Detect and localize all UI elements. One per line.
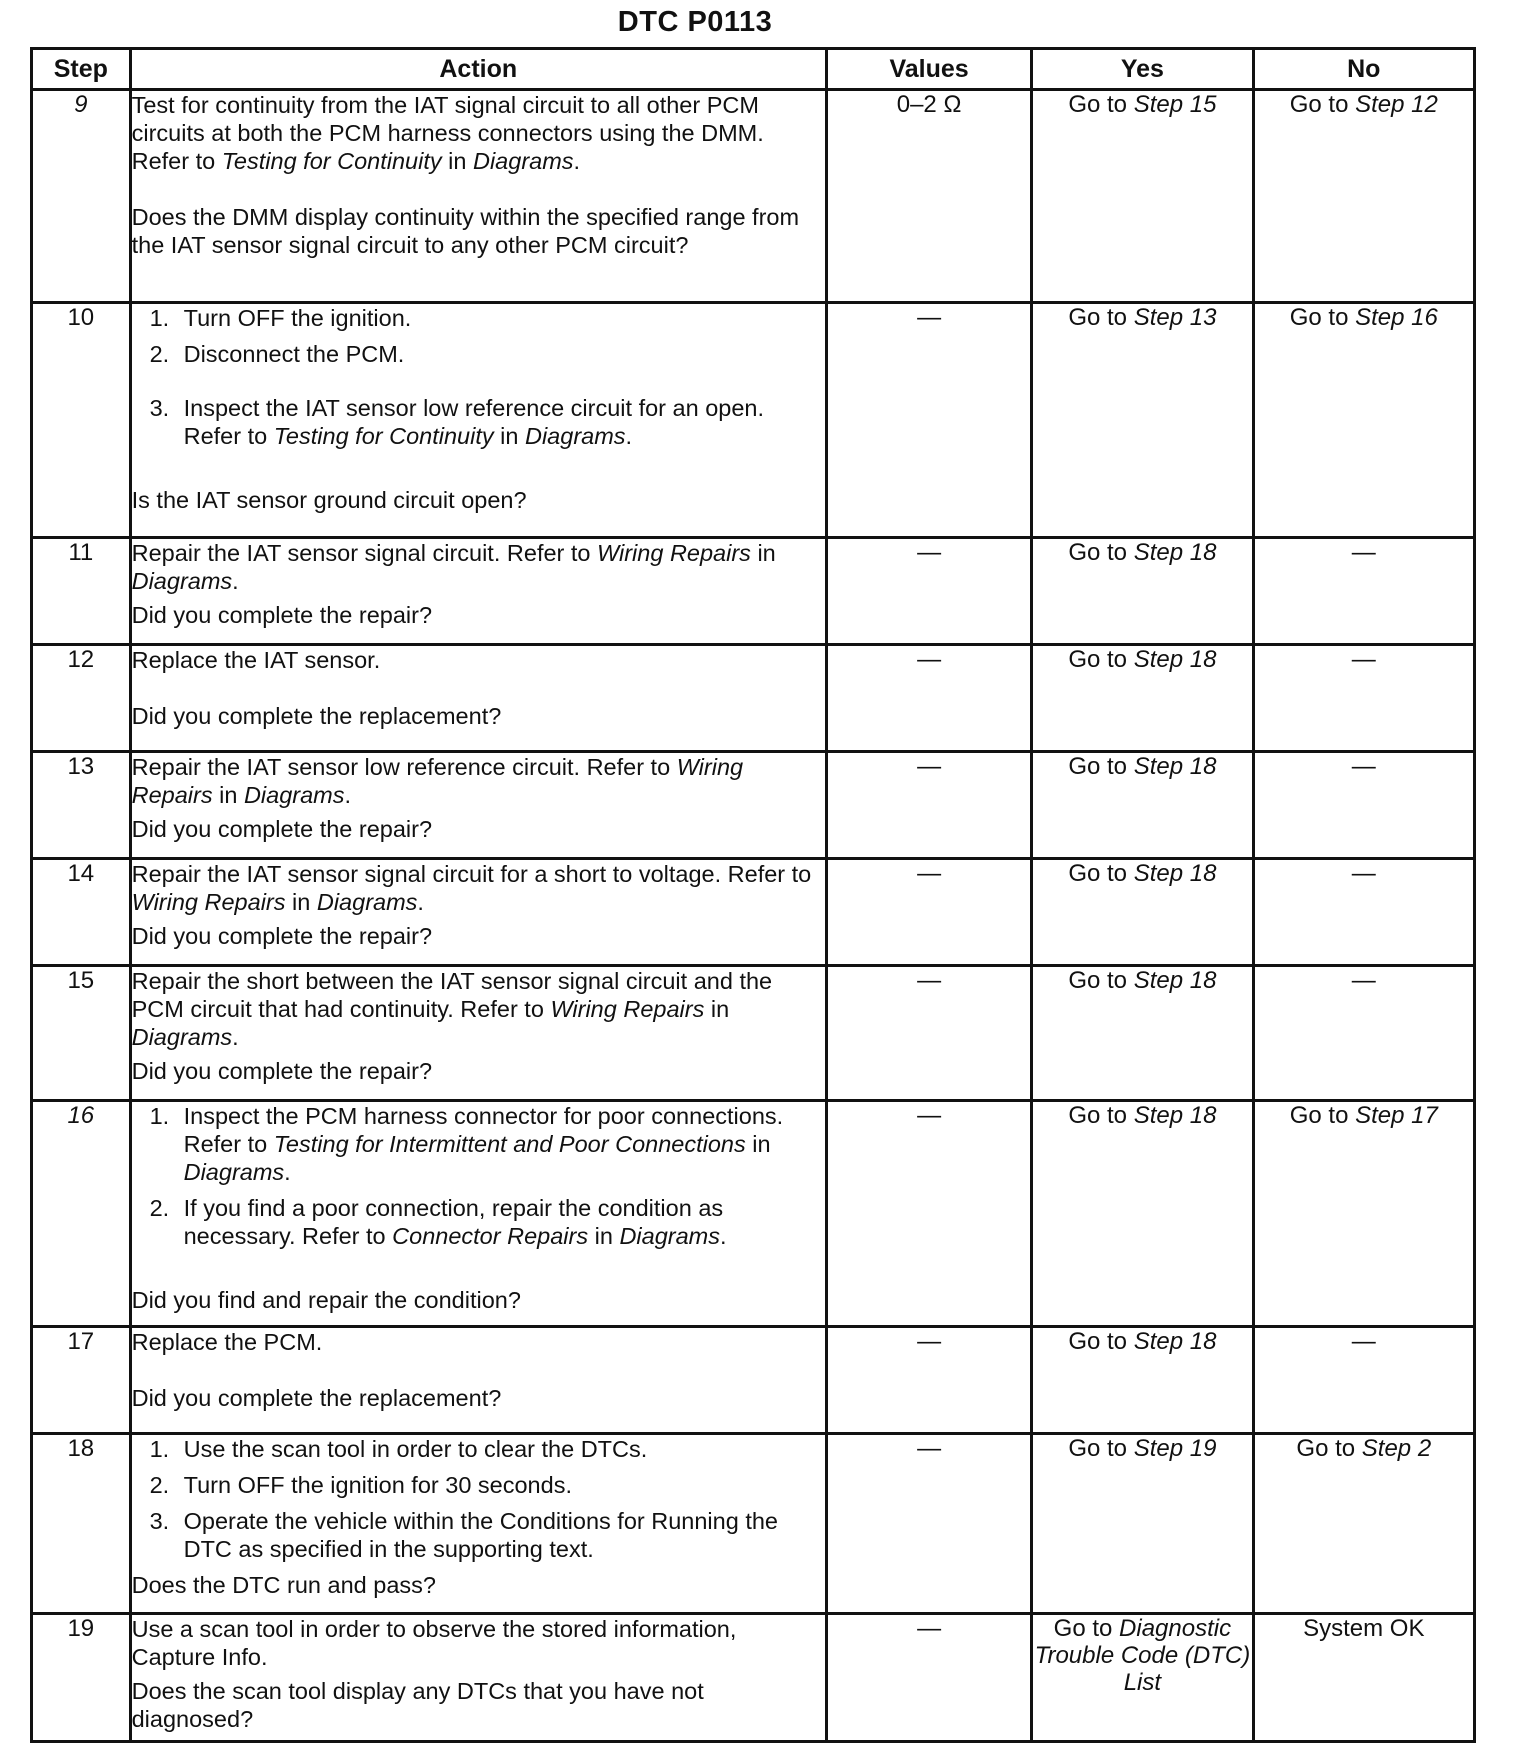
header-row: [32, 49, 1475, 90]
action-cell: [130, 538, 826, 645]
values-cell: —: [826, 966, 1031, 1101]
action-cell: [130, 1327, 826, 1434]
yes-cell: Go to Step 18: [1032, 538, 1253, 645]
action-question: Did you complete the repair?: [131, 602, 433, 628]
step-number: 19: [32, 1614, 131, 1742]
values-cell: —: [826, 1434, 1031, 1614]
action-list: [132, 1102, 825, 1250]
step-number: 17: [32, 1327, 131, 1434]
yes-cell: Go to Step 18: [1032, 645, 1253, 752]
action-cell: [130, 752, 826, 859]
action-question: Did you complete the repair?: [131, 816, 433, 842]
action-question: Is the IAT sensor ground circuit open?: [131, 487, 527, 513]
action-cell: [130, 303, 826, 538]
action-text: Repair the short between the IAT sensor signal circuit and the PCM circuit that had continuity. Refer to Wiring Repairs in Diagrams.: [131, 968, 773, 1050]
table-row: [32, 966, 1475, 1101]
page-title: DTC P0113: [617, 6, 773, 38]
header-action: Action: [130, 49, 826, 90]
table-row: [32, 752, 1475, 859]
yes-cell: Go to Step 18: [1032, 859, 1253, 966]
list-item: 2. Disconnect the PCM.: [149, 341, 405, 367]
action-question: Did you find and repair the condition?: [131, 1287, 521, 1313]
header-step: Step: [32, 49, 131, 90]
action-cell: [130, 1614, 826, 1742]
step-number: 11: [32, 538, 131, 645]
action-cell: [130, 645, 826, 752]
action-text: Repair the IAT sensor signal circuit for a short to voltage. Refer to Wiring Repairs in Diagrams.: [131, 861, 812, 915]
action-text: Replace the PCM.: [131, 1329, 323, 1355]
action-cell: [130, 966, 826, 1101]
values-cell: —: [826, 859, 1031, 966]
action-cell: [130, 1434, 826, 1614]
step-number: 13: [32, 752, 131, 859]
yes-cell: Go to Step 13: [1032, 303, 1253, 538]
list-item: 3. Inspect the IAT sensor low reference circuit for an open. Refer to Testing for Continuity in Diagrams.: [149, 395, 765, 449]
yes-cell: Go to Step 18: [1032, 752, 1253, 859]
header-yes: Yes: [1032, 49, 1253, 90]
action-question: Does the DTC run and pass?: [131, 1572, 436, 1598]
action-list: [132, 304, 825, 450]
action-question: Does the scan tool display any DTCs that you have not diagnosed?: [131, 1678, 704, 1732]
action-text: Repair the IAT sensor low reference circuit. Refer to Wiring Repairs in Diagrams.: [131, 754, 744, 808]
no-cell: Go to Step 16: [1253, 303, 1474, 538]
values-cell: —: [826, 1101, 1031, 1327]
no-cell: —: [1253, 1327, 1474, 1434]
values-cell: —: [826, 1614, 1031, 1742]
no-cell: System OK: [1253, 1614, 1474, 1742]
action-question: Did you complete the replacement?: [131, 1385, 502, 1411]
step-number: 12: [32, 645, 131, 752]
values-cell: —: [826, 1327, 1031, 1434]
values-cell: —: [826, 752, 1031, 859]
table-row: [32, 1434, 1475, 1614]
step-number: 9: [32, 90, 131, 303]
yes-cell: Go to Diagnostic Trouble Code (DTC) List: [1032, 1614, 1253, 1742]
list-item: 1. Turn OFF the ignition.: [149, 305, 412, 331]
no-cell: —: [1253, 859, 1474, 966]
action-question: Did you complete the replacement?: [131, 703, 502, 729]
yes-cell: Go to Step 18: [1032, 1327, 1253, 1434]
step-number: 14: [32, 859, 131, 966]
list-item: 3. Operate the vehicle within the Conditions for Running the DTC as specified in the supporting text.: [149, 1508, 778, 1562]
step-number: 10: [32, 303, 131, 538]
no-cell: Go to Step 2: [1253, 1434, 1474, 1614]
table-row: [32, 1101, 1475, 1327]
step-number: 15: [32, 966, 131, 1101]
no-cell: —: [1253, 966, 1474, 1101]
header-no: No: [1253, 49, 1474, 90]
action-list: [132, 1435, 825, 1563]
table-row: [32, 90, 1475, 303]
values-cell: —: [826, 303, 1031, 538]
action-text: Repair the IAT sensor signal circuit. Refer to Wiring Repairs in Diagrams.: [131, 540, 776, 594]
table-row: [32, 1614, 1475, 1742]
list-item: 2. If you find a poor connection, repair the condition as necessary. Refer to Connector Repairs in Diagrams.: [149, 1195, 727, 1249]
action-cell: [130, 90, 826, 303]
action-text: Replace the IAT sensor.: [131, 647, 381, 673]
no-cell: Go to Step 17: [1253, 1101, 1474, 1327]
action-cell: [130, 859, 826, 966]
yes-cell: Go to Step 19: [1032, 1434, 1253, 1614]
action-cell: [130, 1101, 826, 1327]
yes-cell: Go to Step 18: [1032, 1101, 1253, 1327]
no-cell: —: [1253, 538, 1474, 645]
action-text: Use a scan tool in order to observe the stored information, Capture Info.: [131, 1616, 737, 1670]
action-text: Test for continuity from the IAT signal circuit to all other PCM circuits at both the PCM harness connectors using the DMM. Refer to Testing for Continuity in Diagrams.: [131, 92, 764, 174]
list-item: 1. Inspect the PCM harness connector for poor connections. Refer to Testing for Intermittent and Poor Connections in Diagrams.: [149, 1103, 784, 1185]
dtc-table: [30, 47, 1476, 1743]
no-cell: —: [1253, 752, 1474, 859]
yes-cell: Go to Step 18: [1032, 966, 1253, 1101]
yes-cell: Go to Step 15: [1032, 90, 1253, 303]
no-cell: —: [1253, 645, 1474, 752]
step-number: 18: [32, 1434, 131, 1614]
header-values: Values: [826, 49, 1031, 90]
table-row: [32, 645, 1475, 752]
table-row: [32, 1327, 1475, 1434]
list-item: 1. Use the scan tool in order to clear the DTCs.: [149, 1436, 648, 1462]
action-question: Did you complete the repair?: [131, 923, 433, 949]
action-question: Does the DMM display continuity within the specified range from the IAT sensor signal circuit to any other PCM circuit?: [131, 204, 800, 258]
action-question: Did you complete the repair?: [131, 1058, 433, 1084]
table-row: [32, 859, 1475, 966]
values-cell: —: [826, 538, 1031, 645]
step-number: 16: [32, 1101, 131, 1327]
list-item: 2. Turn OFF the ignition for 30 seconds.: [149, 1472, 572, 1498]
values-cell: 0–2 Ω: [826, 90, 1031, 303]
table-row: [32, 303, 1475, 538]
table-row: [32, 538, 1475, 645]
no-cell: Go to Step 12: [1253, 90, 1474, 303]
values-cell: —: [826, 645, 1031, 752]
